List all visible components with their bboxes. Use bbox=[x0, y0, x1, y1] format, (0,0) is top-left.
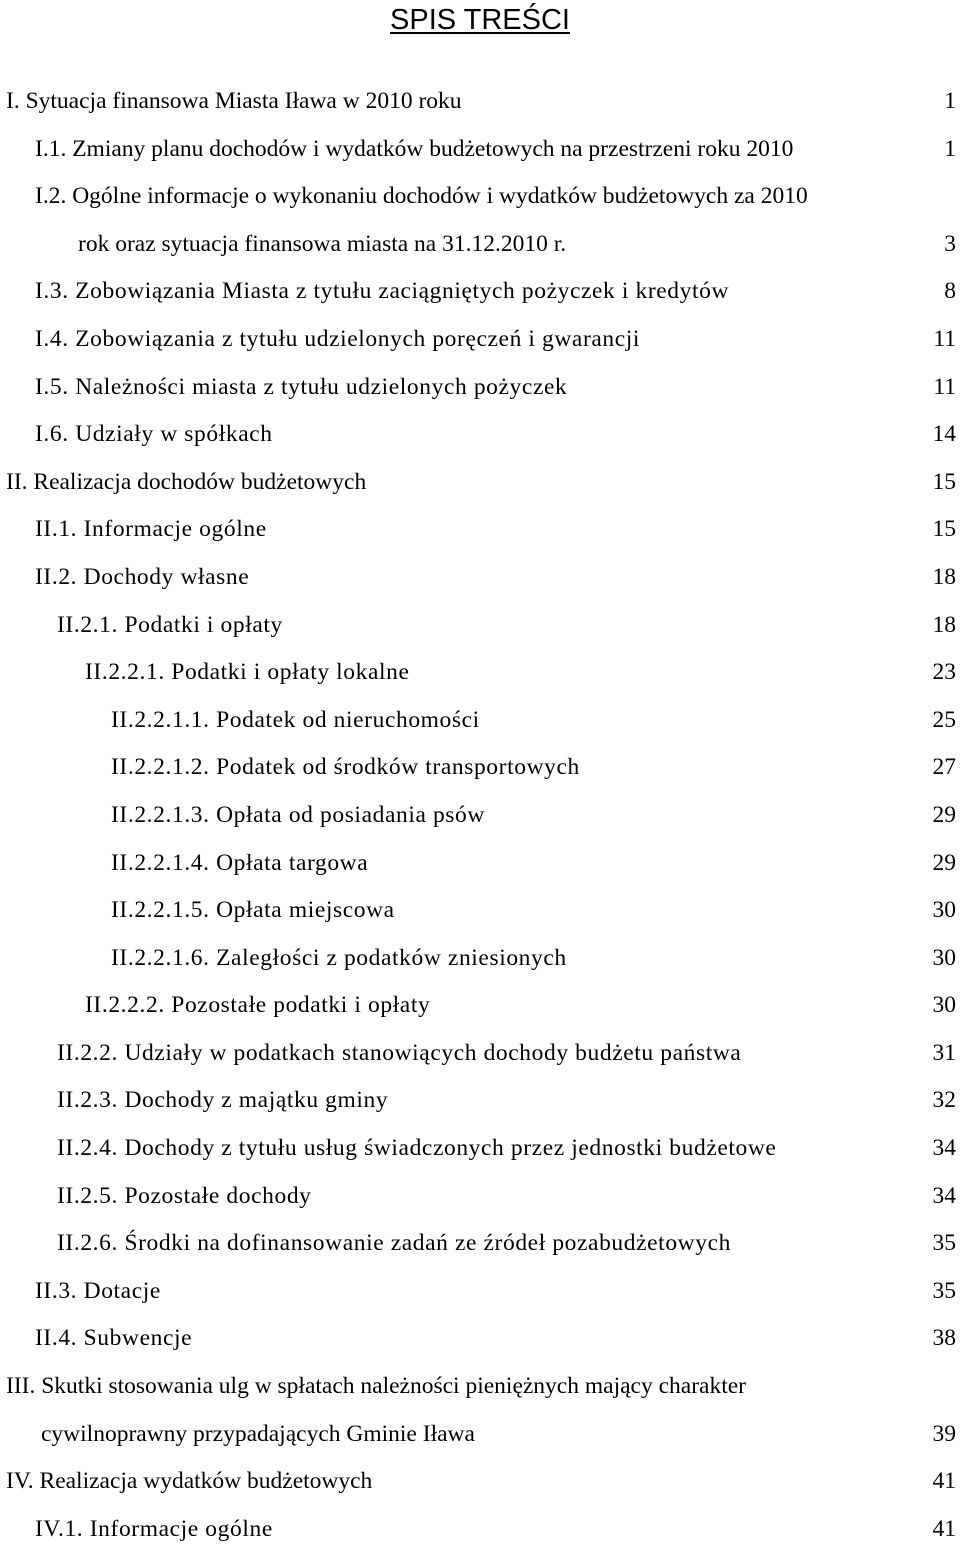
toc-entry-2-2[interactable] bbox=[0, 554, 960, 602]
toc-page-number: 35 bbox=[932, 1277, 956, 1304]
toc-entry-text: II. Realizacja dochodów budżetowych bbox=[6, 468, 367, 495]
toc-page-number: 41 bbox=[932, 1515, 956, 1542]
toc-entry-text: II.2.2.1.3. Opłata od posiadania psów bbox=[111, 801, 485, 828]
toc-page-number: 11 bbox=[933, 325, 956, 352]
toc-page-number: 8 bbox=[944, 278, 956, 305]
toc-entry-2-2-2-1-2[interactable] bbox=[0, 744, 960, 792]
toc-page-number: 18 bbox=[932, 611, 956, 638]
toc-entry-2-2-2[interactable] bbox=[0, 1030, 960, 1078]
toc-entry-text: I.3. Zobowiązania Miasta z tytułu zaciągniętych pożyczek i kredytów bbox=[35, 278, 730, 305]
toc-entry-2-2-1[interactable] bbox=[0, 602, 960, 650]
toc-page-number: 34 bbox=[932, 1182, 956, 1209]
toc-page-number: 35 bbox=[932, 1230, 956, 1257]
toc-page-number: 30 bbox=[932, 944, 956, 971]
toc-entry-text: II.2.2.1.2. Podatek od środków transportowych bbox=[111, 754, 580, 781]
toc-entry-text: I.1. Zmiany planu dochodów i wydatków budżetowych na przestrzeni roku 2010 bbox=[35, 135, 794, 162]
toc-entry-text: cywilnoprawny przypadających Gminie Iława bbox=[41, 1420, 475, 1447]
toc-entry-3-continued[interactable] bbox=[0, 1411, 960, 1459]
toc-entry-text: II.2.6. Środki na dofinansowanie zadań ze źródeł pozabudżetowych bbox=[57, 1230, 731, 1257]
toc-entry-text: II.2.2.1. Podatki i opłaty lokalne bbox=[85, 659, 410, 686]
toc-title: SPIS TREŚCI bbox=[390, 4, 570, 36]
toc-page-number: 29 bbox=[932, 849, 956, 876]
toc-page-number: 14 bbox=[932, 421, 956, 448]
toc-entry-2-2-3[interactable] bbox=[0, 1077, 960, 1125]
toc-entry-text: II.2.2.1.5. Opłata miejscowa bbox=[111, 897, 395, 924]
toc-page-number: 18 bbox=[932, 563, 956, 590]
toc-page-number: 23 bbox=[932, 659, 956, 686]
toc-entry-text: I.5. Należności miasta z tytułu udzielonych pożyczek bbox=[35, 373, 568, 400]
toc-page-number: 27 bbox=[932, 754, 956, 781]
toc-entry-text: II.2.2.1.6. Zaległości z podatków zniesionych bbox=[111, 944, 567, 971]
toc-entry-1-6[interactable] bbox=[0, 411, 960, 459]
toc-entry-text: III. Skutki stosowania ulg w spłatach należności pieniężnych mający charakter bbox=[6, 1373, 746, 1400]
toc-entry-4[interactable] bbox=[0, 1458, 960, 1506]
toc-entry-1-3[interactable] bbox=[0, 268, 960, 316]
toc-page-number: 3 bbox=[944, 230, 956, 257]
toc-entry-1-2[interactable] bbox=[0, 173, 960, 221]
toc-page-number: 41 bbox=[932, 1468, 956, 1495]
toc-page-number: 11 bbox=[933, 373, 956, 400]
toc-entry-4-1[interactable] bbox=[0, 1506, 960, 1553]
toc-entry-2-2-2-1-6[interactable] bbox=[0, 935, 960, 983]
toc-entry-text: II.2.3. Dochody z majątku gminy bbox=[57, 1087, 389, 1114]
toc-entry-2-2-2-1-1[interactable] bbox=[0, 697, 960, 745]
toc-page-number: 30 bbox=[932, 897, 956, 924]
toc-entry-2-2-5[interactable] bbox=[0, 1173, 960, 1221]
toc-page-number: 1 bbox=[944, 88, 956, 114]
toc-entry-2-1[interactable] bbox=[0, 506, 960, 554]
toc-entry-1-1[interactable] bbox=[0, 126, 960, 174]
toc-entry-2-2-6[interactable] bbox=[0, 1220, 960, 1268]
toc-entry-text: rok oraz sytuacja finansowa miasta na 31.12.2010 r. bbox=[78, 230, 567, 257]
toc-entry-text: II.2.2.1.4. Opłata targowa bbox=[111, 849, 369, 876]
toc-entry-2-2-2-1-4[interactable] bbox=[0, 840, 960, 888]
toc-entry-2-2-2-1[interactable] bbox=[0, 649, 960, 697]
toc-page-number: 30 bbox=[932, 992, 956, 1019]
toc-entry-text: I.4. Zobowiązania z tytułu udzielonych poręczeń i gwarancji bbox=[35, 325, 641, 352]
toc-page-number: 32 bbox=[932, 1087, 956, 1114]
toc-page-number: 38 bbox=[932, 1325, 956, 1352]
toc-entry-text: I.6. Udziały w spółkach bbox=[35, 421, 273, 448]
toc-entry-text: II.2.1. Podatki i opłaty bbox=[57, 611, 283, 638]
toc-page-number: 34 bbox=[932, 1135, 956, 1162]
toc-page-number: 1 bbox=[944, 135, 956, 162]
toc-entry-text: II.2.2. Udziały w podatkach stanowiących dochody budżetu państwa bbox=[57, 1039, 742, 1066]
toc-entry-1[interactable] bbox=[0, 78, 960, 126]
toc-entry-1-4[interactable] bbox=[0, 316, 960, 364]
toc-entry-text: II.3. Dotacje bbox=[35, 1277, 161, 1304]
toc-page-number: 29 bbox=[932, 801, 956, 828]
toc-entry-2-4[interactable] bbox=[0, 1315, 960, 1363]
toc-entry-text: II.4. Subwencje bbox=[35, 1325, 193, 1352]
toc-entry-2-2-4[interactable] bbox=[0, 1125, 960, 1173]
toc-entry-text: I.2. Ogólne informacje o wykonaniu dochodów i wydatków budżetowych za 2010 bbox=[35, 183, 808, 210]
toc-page-number: 31 bbox=[932, 1039, 956, 1066]
toc-entry-text: I. Sytuacja finansowa Miasta Iława w 2010 roku bbox=[6, 88, 462, 114]
toc-entry-text: II.2.5. Pozostałe dochody bbox=[57, 1182, 312, 1209]
toc-entry-text: II.2.2.1.1. Podatek od nieruchomości bbox=[111, 706, 480, 733]
toc-entry-2[interactable] bbox=[0, 459, 960, 507]
toc-page-number: 39 bbox=[932, 1420, 956, 1447]
toc-entry-2-3[interactable] bbox=[0, 1268, 960, 1316]
toc-entry-1-5[interactable] bbox=[0, 364, 960, 412]
toc-page-number: 15 bbox=[932, 468, 956, 495]
toc-entry-2-2-2-2[interactable] bbox=[0, 982, 960, 1030]
toc-entry-1-2-continued[interactable] bbox=[0, 221, 960, 269]
toc-entry-text: II.2.2.2. Pozostałe podatki i opłaty bbox=[85, 992, 431, 1019]
toc-entry-text: II.2. Dochody własne bbox=[35, 563, 250, 590]
toc-entry-2-2-2-1-3[interactable] bbox=[0, 792, 960, 840]
toc-entry-text: IV. Realizacja wydatków budżetowych bbox=[6, 1468, 373, 1495]
toc-entry-text: II.2.4. Dochody z tytułu usług świadczonych przez jednostki budżetowe bbox=[57, 1135, 777, 1162]
table-of-contents bbox=[0, 78, 960, 1553]
toc-entry-text: II.1. Informacje ogólne bbox=[35, 516, 267, 543]
toc-entry-3[interactable] bbox=[0, 1363, 960, 1411]
toc-entry-2-2-2-1-5[interactable] bbox=[0, 887, 960, 935]
toc-page-number: 25 bbox=[932, 706, 956, 733]
toc-entry-text: IV.1. Informacje ogólne bbox=[35, 1515, 273, 1542]
toc-page-number: 15 bbox=[932, 516, 956, 543]
